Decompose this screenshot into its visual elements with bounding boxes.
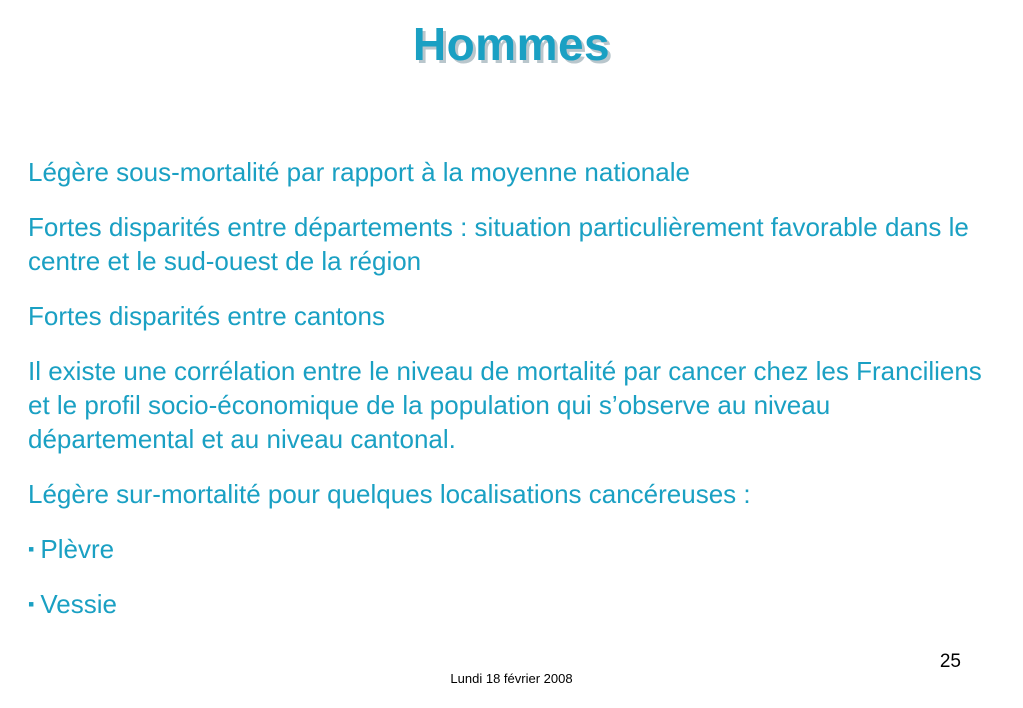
square-bullet-icon: ▪ [28,594,35,614]
paragraph-correlation: Il existe une corrélation entre le niveau de mortalité par cancer chez les Franciliens et le profil socio-économique de la population qui s’observe au niveau départemental et au niveau cantonal. [28,356,982,454]
slide-title: Hommes [412,18,611,70]
bullet-label: Vessie [40,589,117,619]
paragraph-sous-mortalite: Légère sous-mortalité par rapport à la moyenne nationale [28,157,690,187]
footer-date: Lundi 18 février 2008 [450,671,573,686]
paragraph-disparites-cantons: Fortes disparités entre cantons [28,301,385,331]
bullet-item-plevre [28,532,988,566]
bullet-item-vessie [28,587,988,621]
paragraph-sur-mortalite: Légère sur-mortalité pour quelques localisations cancéreuses : [28,479,751,509]
square-bullet-icon: ▪ [28,539,35,559]
bullet-label: Plèvre [40,534,115,564]
slide-body [28,155,988,642]
page-number: 25 [939,651,961,672]
paragraph-disparites-departements: Fortes disparités entre départements : situation particulièrement favorable dans le centre et le sud-ouest de la région [28,212,969,276]
